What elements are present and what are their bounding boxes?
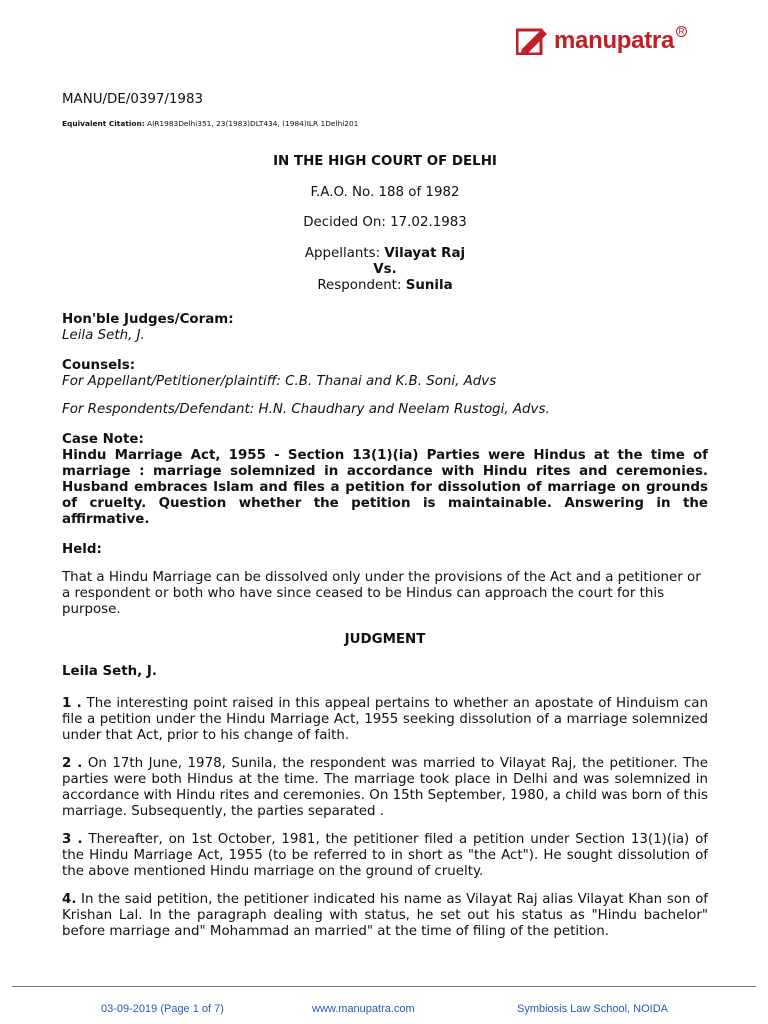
paragraph-text: The interesting point raised in this appeal pertains to whether an apostate of Hinduism can file a petition under the Hindu Marriage Act, 1955 seeking dissolution of a marriage solemnized under that Act, prior to his change of faith. (62, 696, 708, 743)
judge-name: Leila Seth, J. (62, 664, 157, 679)
judgment-heading: JUDGMENT (344, 632, 426, 647)
paragraph-text: Thereafter, on 1st October, 1981, the petitioner filed a petition under Section 13(1)(ia) of the Hindu Marriage Act, 1955 (to be referred to in short as "the Act"). He sought dissolution of the above mentioned Hindu marriage on the ground of cruelty. (62, 832, 708, 879)
held-section (62, 542, 708, 618)
paragraph-text: In the said petition, the petitioner indicated his name as Vilayat Raj alias Vilayat Khan son of Krishan Lal. In the paragraph dealing with status, he set out his status as "Hindu bachelor" before marriage and" Mohammad an married" at the time of filing of the petition. (62, 892, 708, 939)
paragraph-text: On 17th June, 1978, Sunila, the respondent was married to Vilayat Raj, the petitioner. The parties were both Hindus at the time. The marriage took place in Delhi and was solemnized in accordance with Hindu rites and ceremonies. On 15th September, 1980, a child was born of this marriage. Subsequently, the parties separated . (62, 756, 708, 819)
counsels-heading: Counsels: (62, 358, 136, 373)
paragraph-3 (62, 832, 708, 880)
paragraph-number: 1 . (62, 696, 82, 711)
case-note-section (62, 432, 708, 528)
held-heading: Held: (62, 542, 102, 557)
footer-page-info: 03-09-2019 (Page 1 of 7) (101, 1003, 224, 1015)
footer-divider (12, 986, 756, 987)
registered-mark: R (676, 26, 687, 37)
footer-institution: Symbiosis Law School, NOIDA (517, 1003, 668, 1015)
manupatra-logo-icon (516, 27, 548, 55)
coram-section (62, 312, 708, 344)
paragraph-number: 3 . (62, 832, 83, 847)
versus: Vs. (373, 262, 397, 277)
court-name: IN THE HIGH COURT OF DELHI (273, 154, 497, 169)
paragraph-2 (62, 756, 708, 820)
case-note-text: Hindu Marriage Act, 1955 - Section 13(1)(ia) Parties were Hindus at the time of marriage : marriage solemnized in accordance with Hindu rites and ceremonies. Husband embraces Islam and files a petition for dissolution of marriage on grounds of cruelty. Question whether the petition is maintainable. Answering in the affirmative. (62, 448, 708, 527)
held-text: That a Hindu Marriage can be dissolved only under the provisions of the Act and a petitioner or a respondent or both who have since ceased to be Hindus can approach the court for this purpose. (62, 570, 701, 617)
coram-judge: Leila Seth, J. (62, 328, 145, 343)
appellant-line (62, 246, 708, 262)
brand-name: manupatra (554, 27, 674, 54)
parties (62, 246, 708, 294)
respondent-name: Sunila (405, 278, 453, 293)
respondent-counsel: For Respondents/Defendant: H.N. Chaudhary and Neelam Rustogi, Advs. (62, 402, 550, 417)
respondent-line (62, 278, 708, 294)
equivalent-citation (62, 116, 708, 132)
equivalent-citation-label: Equivalent Citation: (62, 119, 145, 128)
paragraph-number: 4. (62, 892, 77, 907)
coram-heading: Hon'ble Judges/Coram: (62, 312, 234, 327)
footer-website-link[interactable]: www.manupatra.com (312, 1003, 415, 1015)
paragraph-1 (62, 696, 708, 744)
decided-date: Decided On: 17.02.1983 (303, 215, 467, 230)
manu-citation: MANU/DE/0397/1983 (62, 92, 203, 107)
appellant-label: Appellants: (304, 246, 385, 261)
counsels-section (62, 358, 708, 418)
case-note-heading: Case Note: (62, 432, 144, 447)
appellant-counsel: For Appellant/Petitioner/plaintiff: C.B. Thanai and K.B. Soni, Advs (62, 374, 497, 389)
paragraph-number: 2 . (62, 756, 83, 771)
equivalent-citation-value: AIR1983Delhi351, 23(1983)DLT434, (1984)ILR 1Delhi201 (144, 119, 359, 128)
paragraph-4 (62, 892, 708, 940)
respondent-label: Respondent: (317, 278, 406, 293)
appellant-name: Vilayat Raj (384, 246, 466, 261)
case-number: F.A.O. No. 188 of 1982 (310, 185, 460, 200)
document-body (62, 92, 708, 952)
manupatra-logo (516, 26, 687, 56)
